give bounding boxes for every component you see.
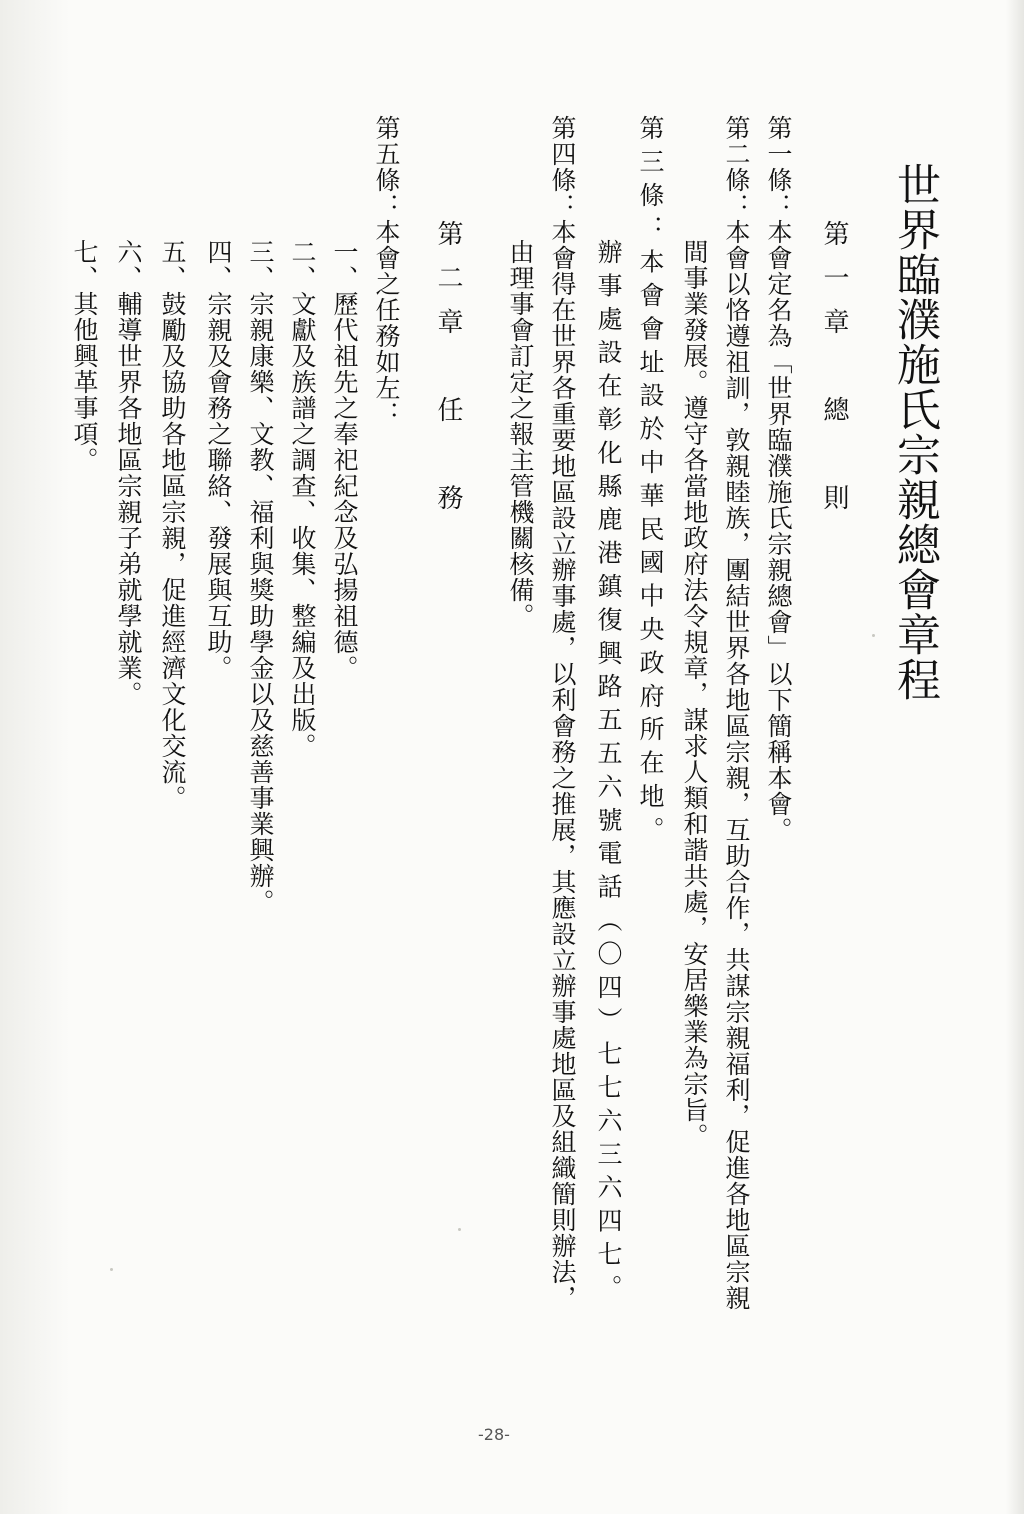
chapter-1-heading: 第一章 總 則	[819, 220, 849, 528]
task-item: 三、宗親康樂、文教、福利與獎助學金以及慈善事業興辦。	[246, 239, 275, 915]
paper-speck	[872, 634, 875, 637]
page-right-edge	[1006, 0, 1024, 1514]
page-edge-shadow	[0, 0, 70, 1514]
task-item: 二、文獻及族譜之調查、收集、整編及出版。	[288, 239, 317, 759]
article-3-line-2: 辦事處設在彰化縣鹿港鎮復興路五五六號電話（〇四）七七六三六四七。	[594, 239, 623, 1308]
paper-speck	[110, 1268, 113, 1271]
article-4-line-1: 第四條：本會得在世界各重要地區設立辦事處，以利會務之推展，其應設立辦事處地區及組織簡則辦法，	[548, 115, 577, 1311]
article-3-line-1: 第三條：本會會址設於中華民國中央政府所在地。	[636, 115, 665, 850]
page-number: -28-	[478, 1425, 510, 1444]
article-2-line-1: 第二條：本會以恪遵祖訓，敦親睦族，團結世界各地區宗親，互助合作，共謀宗親福利，促進各地區宗親	[722, 115, 751, 1311]
article-2-line-2: 間事業發展。遵守各當地政府法令規章，謀求人類和諧共處，安居樂業為宗旨。	[680, 239, 709, 1149]
task-item: 一、歷代祖先之奉祀紀念及弘揚祖德。	[330, 239, 359, 681]
task-item: 五、鼓勵及協助各地區宗親，促進經濟文化交流。	[158, 239, 187, 811]
article-1: 第一條：本會定名為「世界臨濮施氏宗親總會」以下簡稱本會。	[764, 115, 793, 843]
task-item: 四、宗親及會務之聯絡、發展與互助。	[204, 239, 233, 681]
chapter-2-heading: 第二章 任 務	[433, 220, 463, 528]
document-title: 世界臨濮施氏宗親總會章程	[889, 162, 940, 702]
article-4-line-2: 由理事會訂定之報主管機關核備。	[506, 239, 535, 629]
task-item: 七、其他興革事項。	[70, 239, 99, 473]
article-5: 第五條：本會之任務如左：	[372, 115, 401, 427]
task-item: 六、輔導世界各地區宗親子弟就學就業。	[114, 239, 143, 707]
paper-speck	[458, 1228, 461, 1231]
